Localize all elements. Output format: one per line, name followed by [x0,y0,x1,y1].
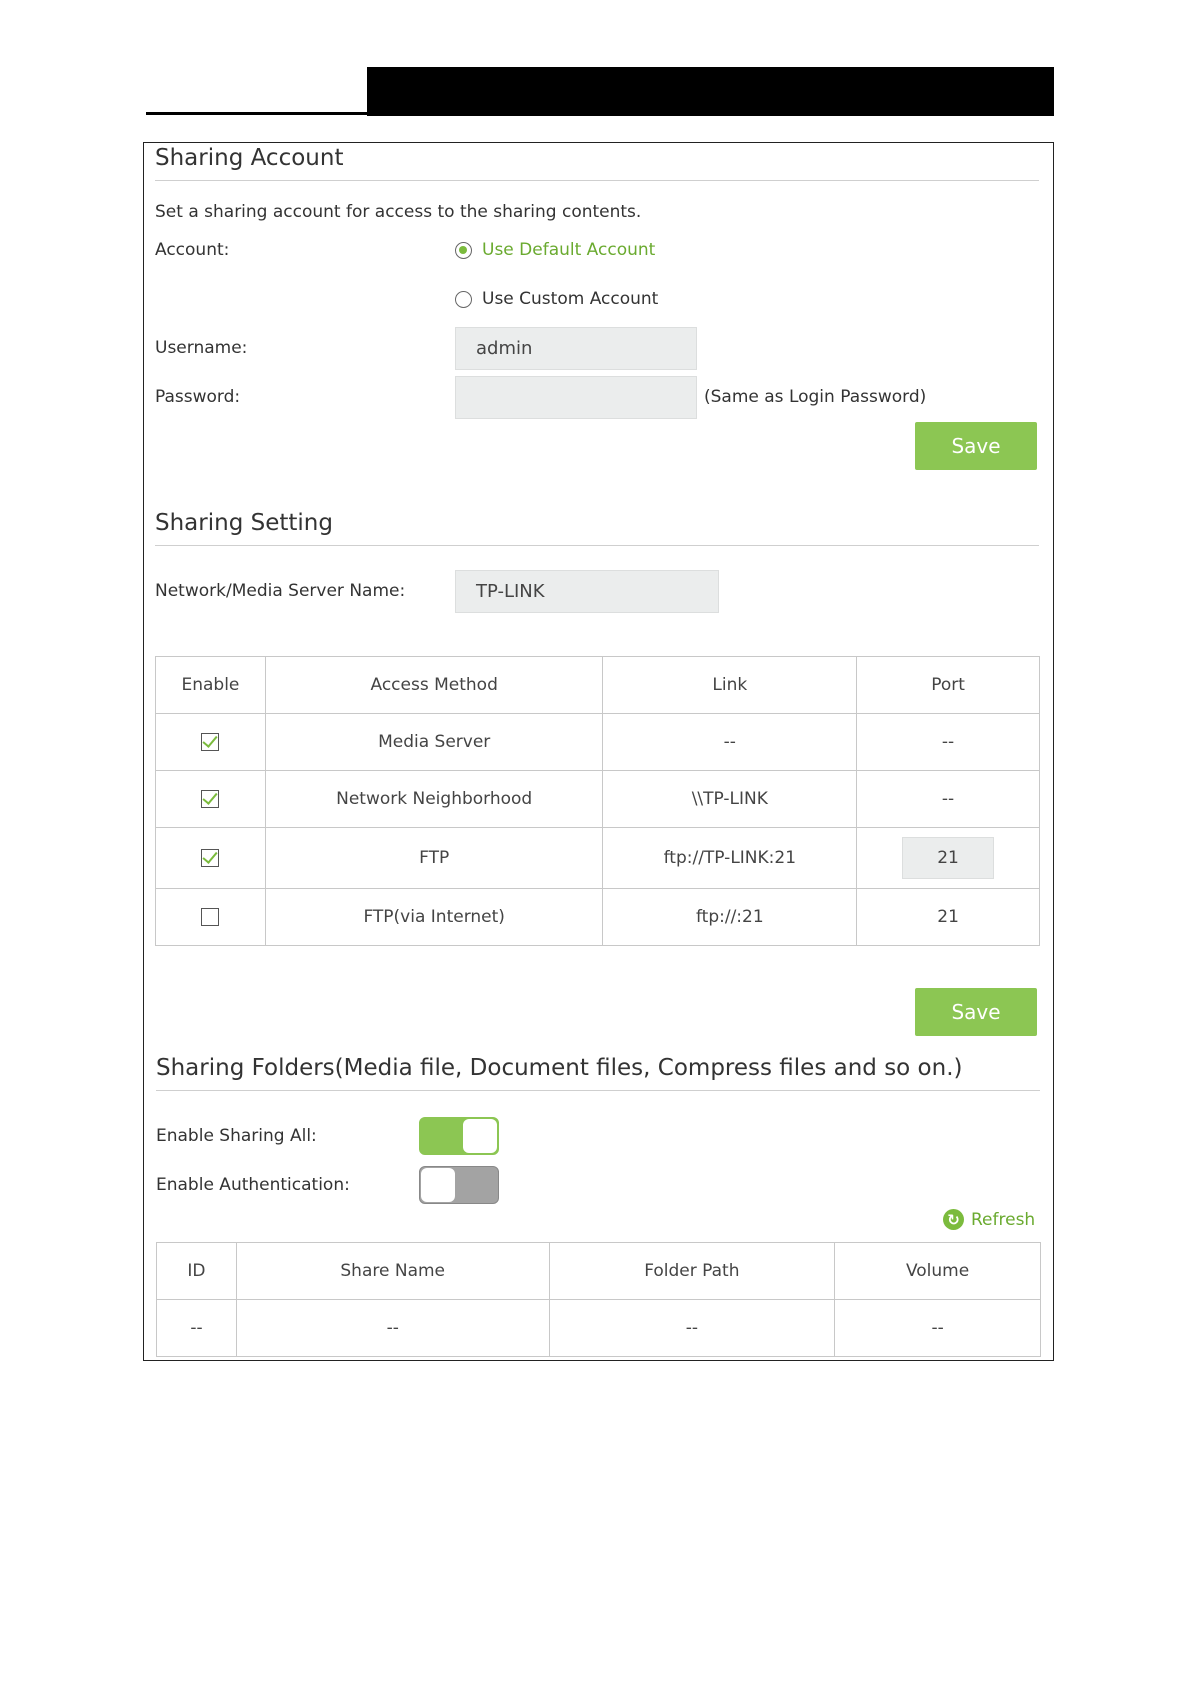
table-row [156,828,1040,889]
method-cell: FTP [265,828,603,889]
enable-checkbox-ftp[interactable] [201,849,219,867]
column-header-access-method: Access Method [265,657,603,714]
save-account-button[interactable]: Save [915,422,1037,470]
port-cell: -- [857,714,1040,771]
enable-checkbox-media-server[interactable] [201,733,219,751]
table-header-row [157,1243,1041,1300]
radio-default-account-label[interactable]: Use Default Account [482,240,656,260]
section-divider [155,180,1039,181]
refresh-icon: ↻ [943,1209,964,1230]
folder-path-cell: -- [549,1300,835,1357]
id-cell: -- [157,1300,237,1357]
table-row [156,889,1040,946]
enable-cell [156,771,266,828]
method-cell: FTP(via Internet) [265,889,603,946]
account-label: Account: [155,240,230,260]
password-hint: (Same as Login Password) [704,387,927,407]
header-rule [146,112,367,115]
enable-cell [156,828,266,889]
link-cell: ftp://:21 [603,889,857,946]
server-name-value: TP-LINK [476,581,545,602]
port-cell: 21 [857,889,1040,946]
server-name-label: Network/Media Server Name: [155,581,406,601]
enable-cell [156,889,266,946]
column-header-port: Port [857,657,1040,714]
toggle-knob [463,1119,497,1153]
table-header-row [156,657,1040,714]
table-row [157,1300,1041,1357]
enable-sharing-all-label: Enable Sharing All: [156,1126,317,1146]
sharing-account-title: Sharing Account [155,145,344,171]
port-cell: -- [857,771,1040,828]
refresh-button[interactable] [943,1209,1035,1230]
enable-sharing-all-toggle[interactable] [419,1117,499,1155]
column-header-id: ID [157,1243,237,1300]
ftp-port-input[interactable]: 21 [902,837,994,879]
header-bar [367,67,1054,116]
access-method-table [155,656,1040,946]
sharing-folders-title: Sharing Folders(Media file, Document files, Compress files and so on.) [156,1055,963,1081]
enable-checkbox-network-neighborhood[interactable] [201,790,219,808]
column-header-share-name: Share Name [236,1243,549,1300]
column-header-enable: Enable [156,657,266,714]
column-header-folder-path: Folder Path [549,1243,835,1300]
section-divider [156,1090,1040,1091]
enable-authentication-label: Enable Authentication: [156,1175,350,1195]
link-cell: ftp://TP-LINK:21 [603,828,857,889]
method-cell: Network Neighborhood [265,771,603,828]
table-row [156,771,1040,828]
enable-cell [156,714,266,771]
radio-custom-account-label[interactable]: Use Custom Account [482,289,659,309]
username-value: admin [476,338,533,359]
refresh-label: Refresh [971,1209,1036,1230]
port-cell [857,828,1040,889]
password-field[interactable] [455,376,697,419]
enable-checkbox-ftp-internet[interactable] [201,908,219,926]
section-divider [155,545,1039,546]
link-cell: -- [603,714,857,771]
password-label: Password: [155,387,241,407]
username-field[interactable] [455,327,697,370]
sharing-setting-title: Sharing Setting [155,510,333,536]
sharing-account-description: Set a sharing account for access to the sharing contents. [155,202,642,222]
enable-authentication-toggle[interactable] [419,1166,499,1204]
username-label: Username: [155,338,248,358]
volume-cell: -- [835,1300,1041,1357]
table-row [156,714,1040,771]
method-cell: Media Server [265,714,603,771]
server-name-field[interactable] [455,570,719,613]
column-header-volume: Volume [835,1243,1041,1300]
column-header-link: Link [603,657,857,714]
save-setting-button[interactable]: Save [915,988,1037,1036]
share-name-cell: -- [236,1300,549,1357]
toggle-knob [421,1168,455,1202]
folders-table [156,1242,1041,1357]
link-cell: \\TP-LINK [603,771,857,828]
radio-custom-account[interactable] [455,291,472,308]
radio-default-account[interactable] [455,242,472,259]
